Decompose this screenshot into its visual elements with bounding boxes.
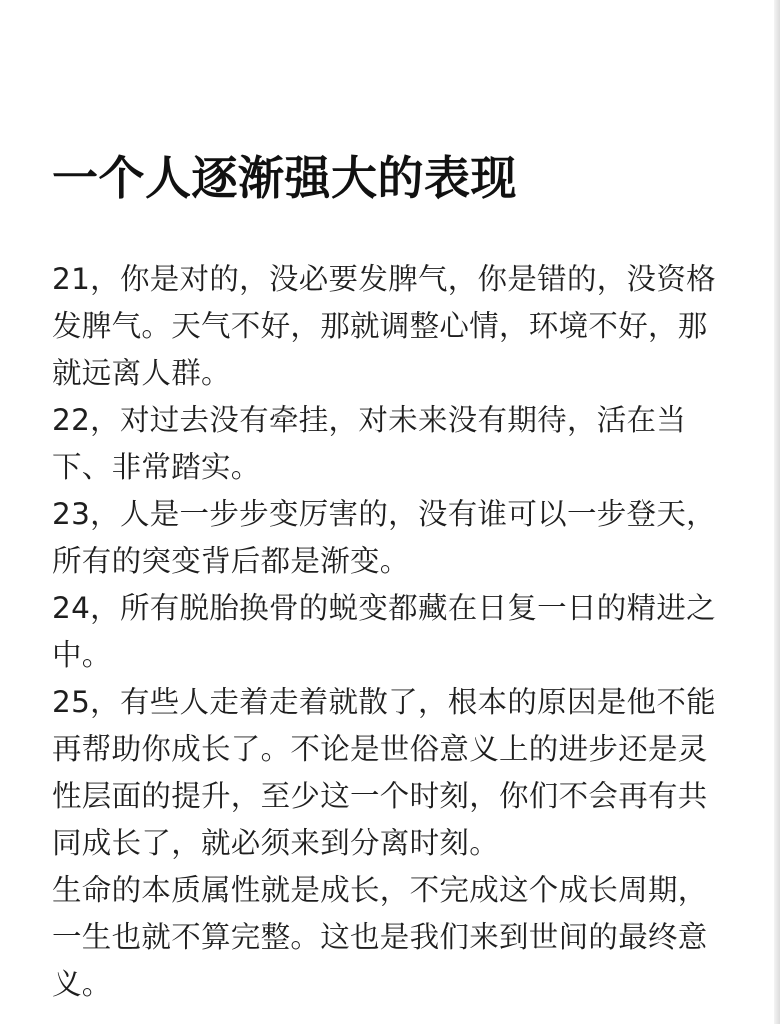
page-title: 一个人逐渐强大的表现 bbox=[52, 151, 517, 205]
paragraph-25: 25，有些人走着走着就散了，根本的原因是他不能再帮助你成长了。不论是世俗意义上的进步还是灵性层面的提升，至少这一个时刻，你们不会再有共同成长了，就必须来到分离时刻。 bbox=[52, 685, 716, 860]
article-body bbox=[52, 256, 728, 1008]
paragraph-23: 23，人是一步步变厉害的，没有谁可以一步登天，所有的突变背后都是渐变。 bbox=[52, 497, 716, 578]
paragraph-closing: 生命的本质属性就是成长，不完成这个成长周期，一生也就不算完整。这也是我们来到世间的最终意义。 bbox=[52, 873, 708, 1001]
paragraph-22: 22，对过去没有牵挂，对未来没有期待，活在当下、非常踏实。 bbox=[52, 403, 687, 484]
page-edge-divider bbox=[774, 0, 780, 1024]
paragraph-24: 24，所有脱胎换骨的蜕变都藏在日复一日的精进之中。 bbox=[52, 591, 716, 672]
paragraph-21: 21，你是对的，没必要发脾气，你是错的，没资格发脾气。天气不好，那就调整心情，环境不好，那就远离人群。 bbox=[52, 262, 716, 390]
